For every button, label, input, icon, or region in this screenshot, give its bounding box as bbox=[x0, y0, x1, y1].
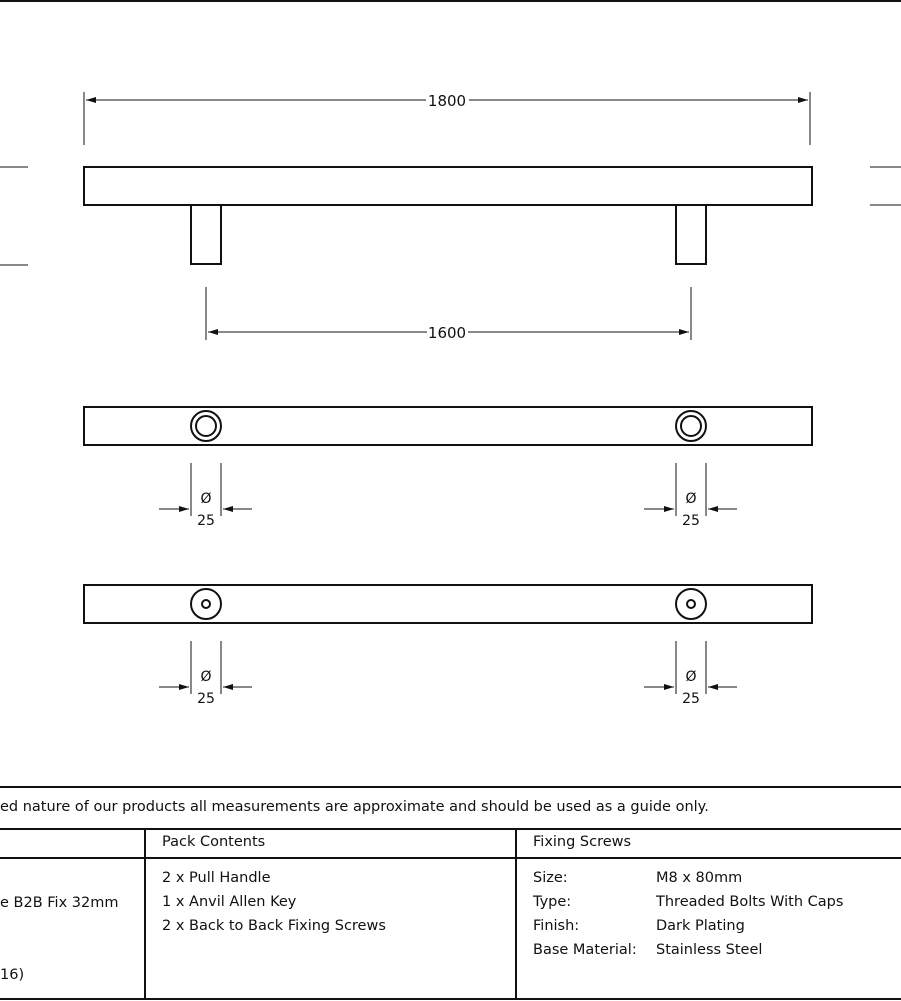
diameter-dimension-bottom-right bbox=[644, 641, 737, 707]
fixing-spec-label: Type: bbox=[533, 894, 572, 910]
fixing-hole-left bbox=[202, 600, 210, 608]
fixing-outer-right bbox=[676, 589, 706, 619]
fixing-hole-right bbox=[687, 600, 695, 608]
diameter-value: 25 bbox=[197, 691, 215, 707]
fixing-spec-value: Dark Plating bbox=[656, 918, 745, 934]
fixing-screws-header: Fixing Screws bbox=[533, 834, 632, 850]
handle-bar-side bbox=[84, 167, 812, 205]
handle-bar-bottom bbox=[84, 585, 812, 623]
diameter-symbol: Ø bbox=[200, 669, 212, 685]
diameter-symbol: Ø bbox=[685, 491, 697, 507]
product-code-fragment: 16) bbox=[0, 967, 25, 983]
column-divider-2 bbox=[515, 828, 517, 1000]
boss-inner-right bbox=[681, 416, 701, 436]
pack-contents-header: Pack Contents bbox=[162, 834, 266, 850]
diameter-value: 25 bbox=[197, 513, 215, 529]
info-block bbox=[0, 786, 901, 1000]
diameter-symbol: Ø bbox=[685, 669, 697, 685]
diameter-value: 25 bbox=[682, 513, 700, 529]
product-name-fragment: e B2B Fix 32mm bbox=[0, 895, 119, 911]
fixing-spec-value: Stainless Steel bbox=[656, 942, 763, 958]
pack-item: 2 x Back to Back Fixing Screws bbox=[162, 918, 386, 934]
fixing-spec-value: Threaded Bolts With Caps bbox=[656, 894, 844, 910]
pack-item: 2 x Pull Handle bbox=[162, 870, 271, 886]
overall-length-label: 1800 bbox=[427, 92, 467, 110]
pack-item: 1 x Anvil Allen Key bbox=[162, 894, 297, 910]
top-view bbox=[84, 407, 812, 445]
fixing-outer-left bbox=[191, 589, 221, 619]
diameter-dimension-top-right bbox=[644, 463, 737, 529]
fixing-spec-label: Finish: bbox=[533, 918, 580, 934]
fixing-spec-value: M8 x 80mm bbox=[656, 870, 743, 886]
overall-length-dimension bbox=[84, 92, 810, 145]
table-top-rule bbox=[0, 828, 901, 830]
table-header-rule bbox=[0, 857, 901, 859]
diameter-dimension-top-left bbox=[159, 463, 252, 529]
centres-label: 1600 bbox=[427, 324, 467, 342]
fixing-spec-label: Base Material: bbox=[533, 942, 637, 958]
side-view bbox=[0, 167, 901, 265]
handle-bar-top bbox=[84, 407, 812, 445]
boss-inner-left bbox=[196, 416, 216, 436]
column-divider-1 bbox=[144, 828, 146, 1000]
disclaimer-note: ed nature of our products all measurements are approximate and should be used as a guide only. bbox=[0, 799, 709, 815]
diameter-value: 25 bbox=[682, 691, 700, 707]
bottom-view bbox=[84, 585, 812, 623]
fixing-spec-label: Size: bbox=[533, 870, 568, 886]
handle-leg-right bbox=[676, 205, 706, 264]
handle-leg-left bbox=[191, 205, 221, 264]
centres-dimension bbox=[206, 287, 691, 342]
diameter-symbol: Ø bbox=[200, 491, 212, 507]
diameter-dimension-bottom-left bbox=[159, 641, 252, 707]
